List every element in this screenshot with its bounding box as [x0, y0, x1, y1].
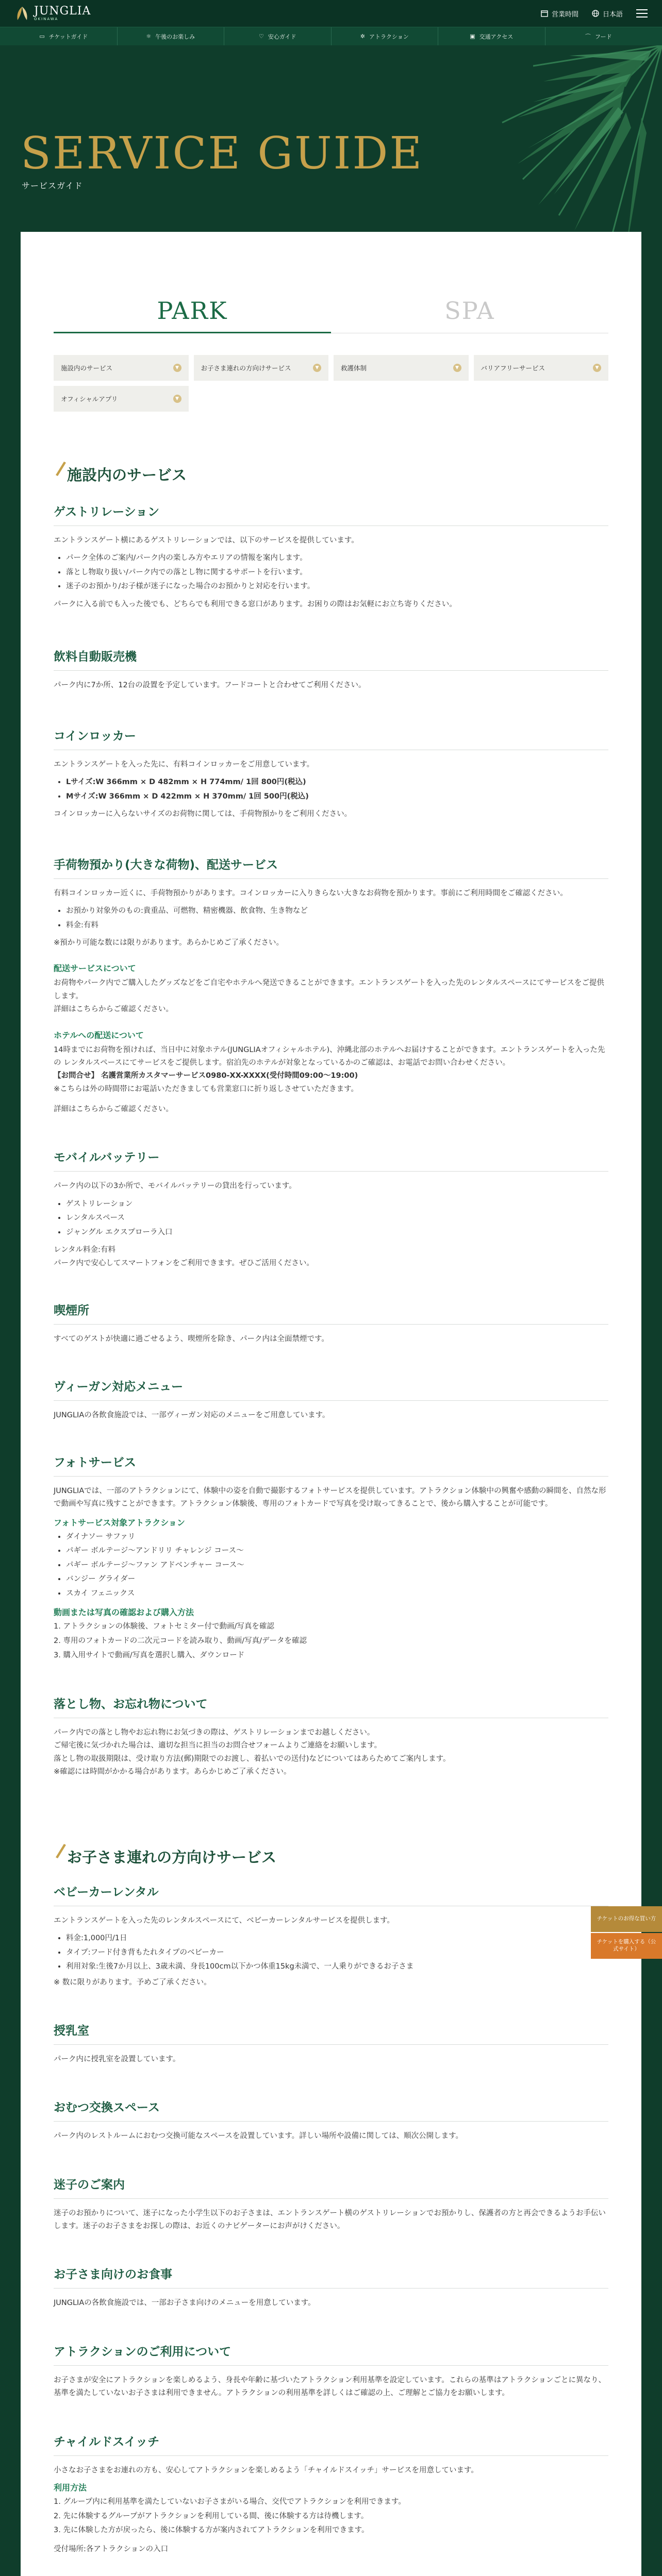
locker-note: コインロッカーに入らないサイズのお荷物に関しては、手荷物預かりをご利用ください。	[54, 810, 352, 819]
list-item: • 落とし物取り扱い/パーク内での落とし物に関するサポートを行います。	[66, 566, 608, 580]
attr-text: お子さまが安全にアトラクションを楽しめるよう、身長や年齢に基づいたアトラクション利用基準を設定しています。これらの基準はアトラクションごとに異なり、基準を満たしていないお子さまは利用できません。アトラクションの利用基準を詳しくはご確認の上、ご理解とご協力をお願いします。	[54, 2376, 606, 2398]
list-item: • バンジー グライダー	[66, 1572, 608, 1587]
lost-heading: 落とし物、お忘れ物について	[54, 1694, 608, 1718]
bus-icon: ▣	[470, 33, 475, 40]
anchor-rescue[interactable]: 救護体制 ▼	[334, 355, 469, 381]
photo-targets-heading: フォトサービス対象アトラクション	[54, 1517, 185, 1528]
locker-heading: コインロッカー	[54, 726, 608, 750]
nursing-text: パーク内に授乳室を設置しています。	[54, 2055, 180, 2063]
wheel-icon: ✲	[360, 33, 365, 40]
ticket-icon: ▭	[39, 33, 45, 40]
lostchild-heading: 迷子のご案内	[54, 2175, 608, 2199]
lost-text-3: 落とし物の取扱期限は、受け取り方法(郵)期限でのお渡し、着払いでの送付)などについてはあらためてご案内します。	[54, 1754, 451, 1763]
food-icon: ⌒	[585, 33, 591, 40]
list-item: • 迷子のお預かり/お子様が迷子になった場合のお預かりと対応を行います。	[66, 580, 608, 594]
list-item: 2. 先に体験するグループがアトラクションを利用している間、後に体験する方は待機します。	[54, 2512, 369, 2520]
list-item: 1. アトラクションの体験後、フォトセミター付で動画/写真を確認	[54, 1622, 274, 1631]
baggage-note: ※預かり可能な数には限りがあります。あらかじめご了承ください。	[54, 939, 284, 947]
list-item: 2. 専用のフォトカードの二次元コードを読み取り、動画/写真/データを確認	[54, 1637, 307, 1645]
vending-text: パーク内に7か所、12台の設置を予定しています。フードコートと合わせてご利用ください。	[54, 681, 366, 690]
list-item: • パギー ボルテージ〜アンドリリ チャレンジ コース〜	[66, 1544, 608, 1558]
lost-text-2: ご帰宅後に気づかれた場合は、適切な担当に担当のお問合せフォームよりご連絡をお願いします。	[54, 1741, 382, 1750]
anchor-links	[54, 355, 608, 412]
list-item: • Mサイズ:W 366mm × D 422mm × H 370mm/ 1回 500円(税込)	[66, 790, 608, 804]
list-item: • パーク全体のご案内/パーク内の楽しみ方やエリアの情報を案内します。	[66, 551, 608, 566]
list-item: 3. 先に体験した方が戻ったら、後に体験する方が案内されてアトラクションを利用できます。	[54, 2526, 369, 2535]
list-item: • レンタルスペース	[66, 1211, 608, 1226]
heart-icon: ♡	[258, 33, 264, 40]
photo-buy-heading: 動画または写真の確認および購入方法	[54, 1607, 194, 1618]
tab-park[interactable]: PARK	[54, 297, 331, 333]
chevron-down-icon: ▼	[173, 364, 181, 372]
sun-icon: ☼	[146, 33, 152, 40]
baggage-intro: 有料コインロッカー近くに、手荷物預かりがあります。コインロッカーに入りきらない大きなお荷物を預かります。事前にご利用時間をご確認ください。	[54, 889, 568, 897]
hotel-delivery-tel: 【お問合せ】 名護営業所カスタマーサービス0980-XX-XXXX(受付時間09:00〜19:00)	[54, 1072, 358, 1080]
top-bar	[0, 0, 662, 27]
main-nav	[0, 27, 662, 45]
lost-text-4: ※確認には時間がかかる場合があります。あらかじめご了承ください。	[54, 1768, 291, 1776]
list-item: • タイプ:フード付き背もたれタイプのベビーカー	[66, 1946, 608, 1960]
nav-item-attraction[interactable]: ✲ アトラクション	[332, 27, 439, 45]
section-kids-title: お子さま連れの方向けサービス	[54, 1846, 608, 1867]
smoking-text: すべてのゲストが快適に過ごせるよう、喫煙所を除き、パーク内は全面禁煙です。	[54, 1335, 329, 1344]
tab-spa[interactable]: SPA	[331, 297, 608, 333]
locker-intro: エントランスゲートを入った先に、有料コインロッカーをご用意しています。	[54, 760, 315, 769]
lost-text-1: パーク内での落とし物やお忘れ物にお気づきの際は、ゲストリレーションまでお越しください。	[54, 1728, 375, 1737]
tab-bar	[54, 297, 608, 333]
chevron-down-icon: ▼	[173, 395, 181, 403]
page-subtitle: サービスガイド	[22, 181, 83, 191]
kidsfood-text: JUNGLIAの各飲食施設では、一部お子さま向けのメニューを用意しています。	[54, 2299, 316, 2308]
anchor-barrierfree[interactable]: バリアフリーサービス ▼	[474, 355, 609, 381]
logo-sub: OKINAWA	[34, 17, 59, 21]
ticket-guide-button[interactable]: チケットのお得な買い方	[591, 1906, 662, 1932]
anchor-app[interactable]: オフィシャルアプリ ▼	[54, 386, 189, 412]
list-item: 1. グループ内に利用基準を満たしていないお子さまがいる場合、交代でアトラクションを利用できます。	[54, 2497, 406, 2506]
kidsfood-heading: お子さま向けのお食事	[54, 2265, 608, 2289]
menu-icon[interactable]	[636, 9, 648, 18]
diaper-text: パーク内のレストルームにおむつ交換可能なスペースを設置しています。詳しい場所や設備に関しては、順次公開します。	[54, 2132, 464, 2141]
vegan-heading: ヴィーガン対応メニュー	[54, 1377, 608, 1401]
logo[interactable]	[14, 6, 91, 21]
nursing-heading: 授乳室	[54, 2021, 608, 2045]
list-item: • 利用対象:生後7か月以上、3歳未満、身長100cm以下かつ体重15kg未満で、一人乗りができるお子さま	[66, 1960, 608, 1974]
list-item: • Lサイズ:W 366mm × D 482mm × H 774mm/ 1回 800円(税込)	[66, 775, 608, 790]
logo-text: JUNGLIA	[34, 5, 91, 18]
vegan-text: JUNGLIAの各飲食施設では、一部ヴィーガン対応のメニューをご用意しています。	[54, 1411, 330, 1419]
hours-label: 営業時間	[551, 10, 578, 19]
guest-relation-heading: ゲストリレーション	[54, 502, 608, 526]
list-item: • ゲストリレーション	[66, 1197, 608, 1212]
delivery-heading: 配送サービスについて	[54, 963, 136, 974]
list-item: • スカイ フェニックス	[66, 1587, 608, 1601]
logo-mark-icon	[14, 6, 30, 21]
hours-link[interactable]	[541, 9, 578, 19]
globe-icon	[592, 10, 599, 17]
guest-relation-intro: エントランスゲート横にあるゲストリレーションでは、以下のサービスを提供しています。	[54, 536, 359, 545]
lostchild-text: 迷子のお預かりについて、迷子になった小学生以下のお子さまは、エントランスゲート横のゲストリレーションでお預かりし、保護者の方と再会できるようお手伝いします。迷子のお子さまをお探しの際は、お近くのナビゲーターにお声がけください。	[54, 2209, 606, 2231]
stroller-intro: エントランスゲートを入った先のレンタルスペースにて、ベビーカーレンタルサービスを提供します。	[54, 1916, 394, 1925]
chevron-down-icon: ▼	[453, 364, 461, 372]
hotel-delivery-more-link[interactable]: 詳細はこちらからご確認ください。	[54, 1105, 173, 1114]
switch-intro: 小さなお子さまをお連れの方も、安心してアトラクションを楽しめるよう「チャイルドスイッチ」サービスを用意しています。	[54, 2466, 478, 2475]
guest-relation-note: パークに入る前でも入った後でも、どちらでも利用できる窓口があります。お困りの際はお気軽にお立ち寄りください。	[54, 600, 457, 609]
list-item: • パギー ボルテージ〜ファン アドベンチャー コース〜	[66, 1558, 608, 1573]
anchor-facility[interactable]: 施設内のサービス ▼	[54, 355, 189, 381]
buy-ticket-button[interactable]: チケットを購入する（公式サイト）	[591, 1933, 662, 1959]
anchor-kids[interactable]: お子さま連れの方向けサービス ▼	[194, 355, 329, 381]
diaper-heading: おむつ交換スペース	[54, 2098, 608, 2122]
hero	[0, 45, 662, 256]
language-selector[interactable]	[592, 9, 623, 19]
hotel-delivery-text: 14時までにお荷物を預ければ、当日中に対象ホテル(JUNGLIAオフィシャルホテル)、沖縄北部のホテルへお届けすることができます。エントランスゲートを入った先の レンタルスペースにてサービスをご提供します。宿泊先のホテルが対象となっているかのご確認は、お電話でお問い合わせください。	[54, 1045, 605, 1067]
switch-heading: チャイルドスイッチ	[54, 2432, 608, 2456]
delivery-text: お荷物やパーク内でご購入したグッズなどをご自宅やホテルへ発送できることができます。エントランスゲートを入った先のレンタルスペースにてサービスをご提供します。	[54, 979, 604, 1001]
battery-fee: レンタル料金:有料	[54, 1246, 115, 1255]
nav-item-ticket[interactable]: ▭ チケットガイド	[10, 27, 118, 45]
attr-heading: アトラクションのご利用について	[54, 2342, 608, 2366]
list-item: 3. 購入用サイトで動画/写真を選択し購入、ダウンロード	[54, 1651, 245, 1659]
photo-intro: JUNGLIAでは、一部のアトラクションにて、体験中の姿を自動で撮影するフォトサービスを提供しています。アトラクション体験中の興奮や感動の瞬間を、自然な形で動画や写真に残すことができます。アトラクション体験後、専用のフォトカードで写真を受け取ってきることで、後から購入することが可能です。	[54, 1486, 606, 1509]
page-title: SERVICE GUIDE	[21, 128, 424, 179]
calendar-icon	[541, 10, 548, 17]
delivery-more-link[interactable]: 詳細はこちらからご確認ください。	[54, 1005, 173, 1014]
smoking-heading: 喫煙所	[54, 1301, 608, 1325]
baggage-heading: 手荷物預かり(大きな荷物)、配送サービス	[54, 855, 608, 879]
switch-use-heading: 利用方法	[54, 2482, 87, 2493]
battery-heading: モバイルバッテリー	[54, 1148, 608, 1172]
switch-place: 受付場所:各アトラクションの入口	[54, 2545, 169, 2553]
chevron-down-icon: ▼	[313, 364, 321, 372]
palm-leaf-image	[440, 45, 662, 256]
stroller-note: ※ 数に限りがあります。予めご了承ください。	[54, 1978, 211, 1987]
chevron-down-icon: ▼	[593, 364, 601, 372]
list-item: • ダイナソー サファリ	[66, 1530, 608, 1545]
list-item: • お預かり対象外のもの:貴重品、可燃物、精密機器、飲食物、生き物など	[66, 904, 608, 919]
nav-item-access[interactable]: ▣ 交通アクセス	[438, 27, 545, 45]
language-label: 日本語	[602, 10, 623, 19]
stroller-heading: ベビーカーレンタル	[54, 1883, 608, 1906]
battery-note: パーク内で安心してスマートフォンをご利用できます。ぜひご活用ください。	[54, 1259, 314, 1267]
vending-heading: 飲料自動販売機	[54, 647, 608, 671]
nav-item-food[interactable]: ⌒ フード	[585, 33, 612, 40]
hotel-delivery-heading: ホテルへの配送について	[54, 1030, 144, 1040]
brush-stroke-icon	[54, 1843, 67, 1858]
list-item: • 料金:有料	[66, 919, 608, 933]
floating-cta	[591, 1906, 662, 1960]
battery-intro: パーク内の以下の3か所で、モバイルバッテリーの貸出を行っています。	[54, 1182, 296, 1191]
list-item: • ジャングル エクスプローラ入口	[66, 1226, 608, 1240]
hotel-delivery-note: ※こちらは外の時間帯にお電話いただきましても営業窓口に折り返しさせていただきます。	[54, 1084, 358, 1093]
photo-heading: フォトサービス	[54, 1453, 608, 1477]
list-item: • 料金:1,000円/1日	[66, 1931, 608, 1946]
section-facility-title: 施設内のサービス	[54, 464, 608, 485]
brush-stroke-icon	[54, 461, 67, 476]
nav-item-afternoon[interactable]: ☼ 午後のお楽しみ	[118, 27, 225, 45]
nav-item-safety[interactable]: ♡ 安心ガイド	[224, 27, 332, 45]
